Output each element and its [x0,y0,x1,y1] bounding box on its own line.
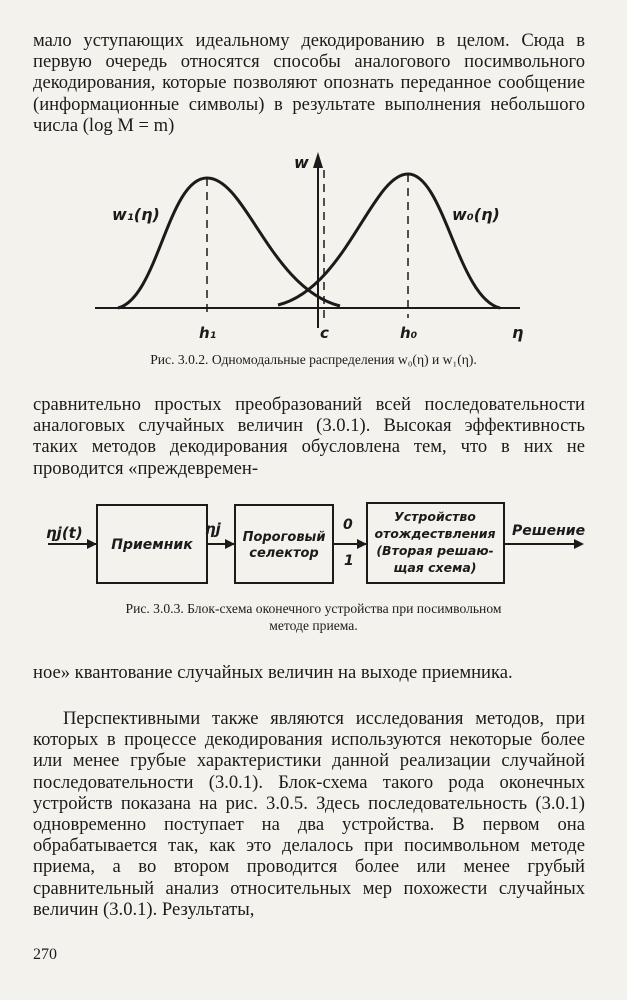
figure-1-caption: Рис. 3.0.2. Одномодальные распределения w₀(η) и w₁(η). [150,352,477,367]
paragraph-4: Перспективными также являются исследования методов, при которых в процессе декодирования используются некоторые более или менее грубые характеристики данной реализации случайной последовательности (3.0.1). Блок-схема такого рода оконечных устройств показана на рис. 3.0.5. Здесь последовательность (3.0.1) одновременно поступает на два устройства. В первом она обрабатывается так, как это делалось при посимвольном методе приема, а во втором проводится более или менее грубый сравнительный анализ относительных мер похожести случайных величин (3.0.1). Результаты, [33,708,585,920]
figure-2-caption-line1: Рис. 3.0.3. Блок-схема оконечного устройства при посимвольном [125,601,502,616]
paragraph-3: ное» квантование случайных величин на выходе приемника. [33,662,513,683]
block-identification-line2: отождествления [374,526,496,541]
block-identification-line1: Устройство [394,509,476,524]
x-axis-label: η [512,323,524,342]
block-identification-line4: щая схема) [393,560,477,575]
block-selector-line1: Пороговый [242,530,326,545]
paragraph-1: мало уступающих идеальному декодированию в целом. Сюда в первую очередь относятся способы аналогового посимвольного декодирования, которые позволяют опознать переданное сообщение (информационные символы) в результате выполнения небольшого числа (log M = m) [33,30,585,136]
curve-w1-label: w₁(η) [112,205,160,224]
curve-w1 [118,178,340,308]
y-axis-arrow [313,152,323,168]
output-label: Решение [512,523,586,539]
input-label: ηj(t) [46,524,83,542]
paragraph-2: сравнительно простых преобразований всей последовательности аналоговых случайных величин (3.0.1). Высокая эффективность таких методов декодирования обусловлена тем, что в них не проводится «преждевремен- [33,394,585,479]
arrow-input [87,539,97,549]
tick-c: c [320,324,329,342]
y-axis-label: w [294,153,309,172]
block-identification-line3: (Вторая решаю- [376,543,494,558]
figure-distributions [0,148,627,358]
arrow-receiver-out [225,539,235,549]
tick-h0: h₀ [400,324,418,342]
arrow-selector-out [357,539,367,549]
page-number: 270 [33,946,57,963]
arrow-output [574,539,584,549]
signal-label: ηj [205,520,221,538]
block-receiver-label: Приемник [111,537,193,553]
curve-w0-label: w₀(η) [452,205,500,224]
output-zero: 0 [343,517,353,533]
figure-block-diagram [0,497,627,597]
block-selector-line2: селектор [249,546,319,561]
tick-h1: h₁ [199,324,217,342]
curve-w0 [278,174,500,308]
output-one: 1 [344,553,354,569]
figure-2-caption-line2: методе приема. [269,618,358,633]
